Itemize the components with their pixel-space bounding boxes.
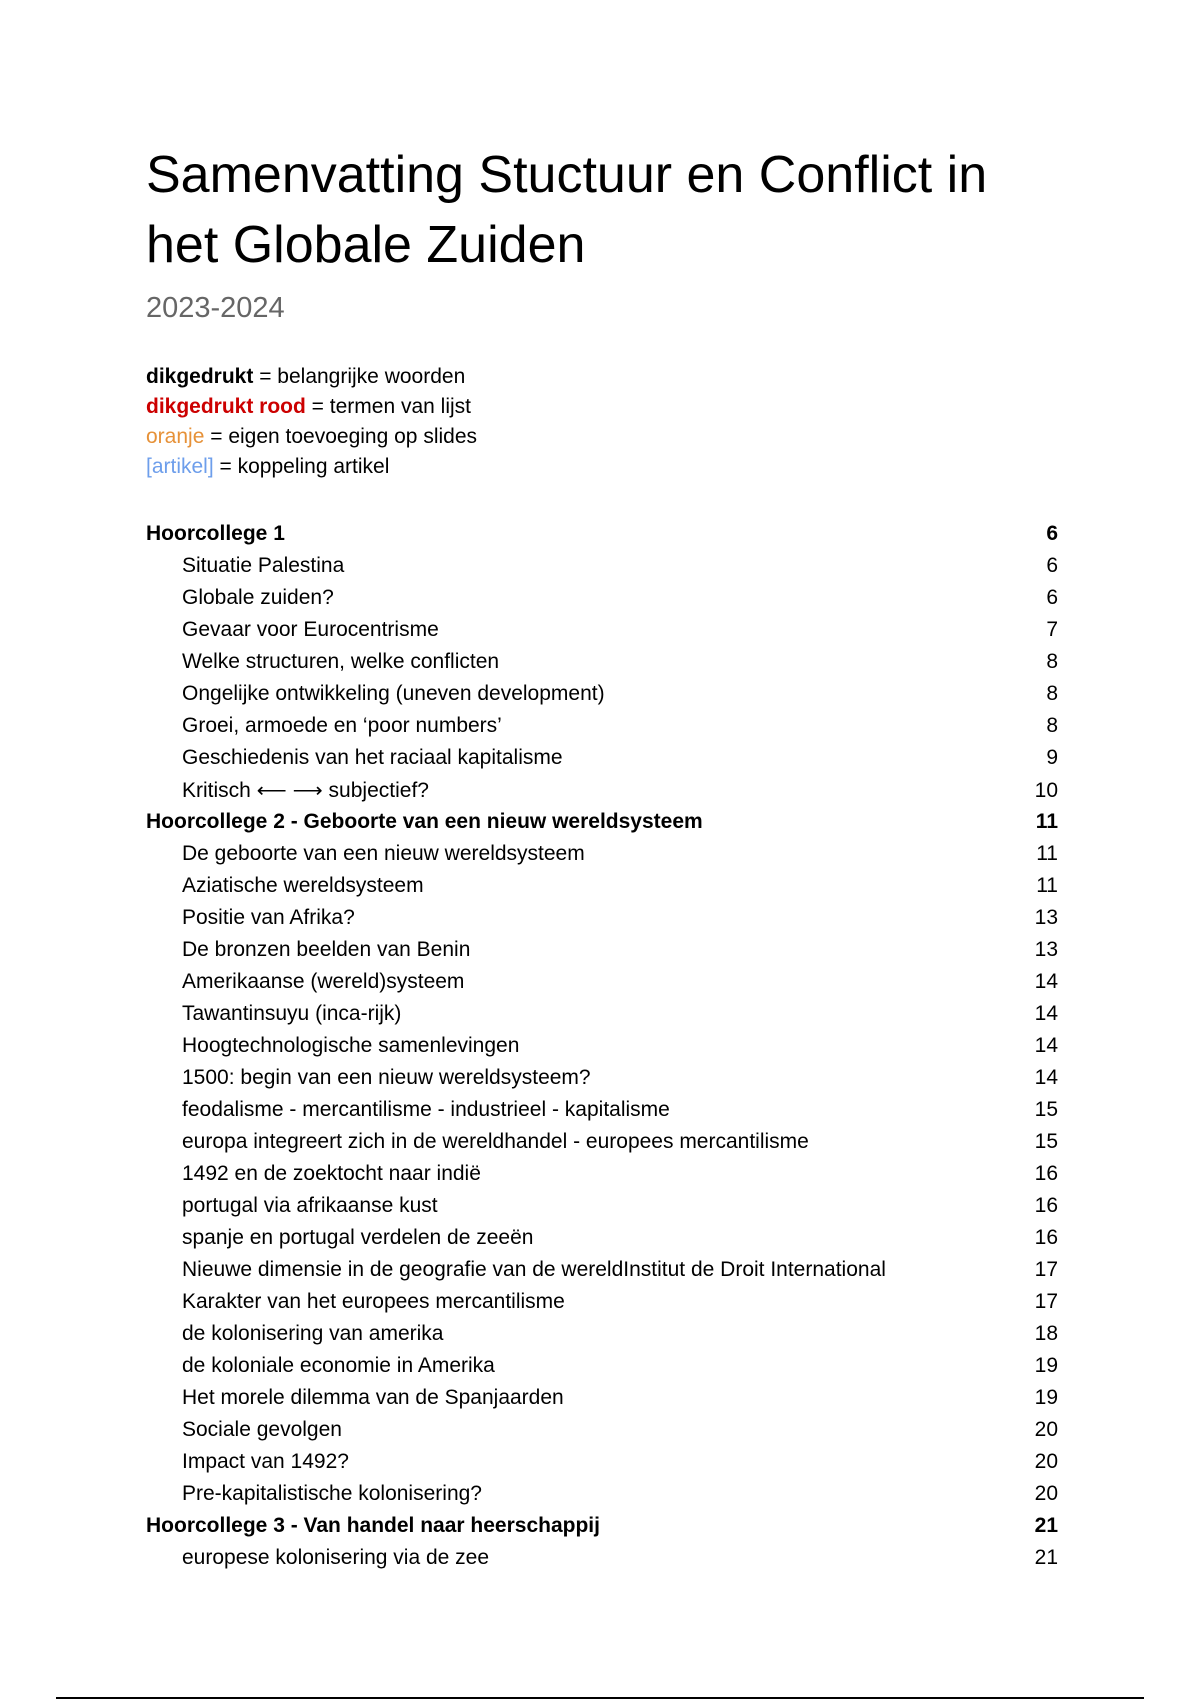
toc-entry[interactable]	[146, 1130, 1058, 1162]
toc-entry-label: De bronzen beelden van Benin	[182, 938, 471, 961]
toc-page-number: 6	[1046, 586, 1058, 609]
toc-page-number: 8	[1046, 714, 1058, 737]
toc-entry-label: Hoogtechnologische samenlevingen	[182, 1034, 520, 1057]
toc-entry[interactable]	[146, 906, 1058, 938]
toc-entry-label: spanje en portugal verdelen de zeeën	[182, 1226, 534, 1249]
toc-page-number: 6	[1046, 522, 1058, 545]
toc-page-number: 10	[1034, 779, 1058, 802]
toc-entry[interactable]	[146, 1002, 1058, 1034]
toc-page-number: 8	[1046, 682, 1058, 705]
toc-entry-label: Impact van 1492?	[182, 1450, 349, 1473]
toc-page-number: 19	[1034, 1354, 1058, 1377]
document-page	[146, 140, 1058, 1578]
toc-entry-label: Het morele dilemma van de Spanjaarden	[182, 1386, 564, 1409]
toc-page-number: 13	[1034, 938, 1058, 961]
toc-entry[interactable]	[146, 1386, 1058, 1418]
legend-term: oranje	[146, 425, 205, 448]
toc-page-number: 14	[1034, 1002, 1058, 1025]
toc-entry-label: europese kolonisering via de zee	[182, 1546, 490, 1569]
toc-page-number: 19	[1034, 1386, 1058, 1409]
toc-page-number: 7	[1046, 618, 1058, 641]
toc-entry-label: Nieuwe dimensie in de geografie van de wereldInstitut de Droit International	[182, 1258, 886, 1281]
toc-entry-label: Tawantinsuyu (inca-rijk)	[182, 1002, 402, 1025]
legend-item-article	[146, 452, 1058, 482]
toc-page-number: 14	[1034, 970, 1058, 993]
toc-entry-label: Gevaar voor Eurocentrisme	[182, 618, 439, 641]
toc-page-number: 8	[1046, 650, 1058, 673]
toc-entry[interactable]	[146, 650, 1058, 682]
document-title	[146, 140, 1058, 280]
toc-entry-label: europa integreert zich in de wereldhandel - europees mercantilisme	[182, 1130, 809, 1153]
toc-entry-label: de koloniale economie in Amerika	[182, 1354, 495, 1377]
title-line-1: Samenvatting Stuctuur en Conflict in	[146, 146, 988, 204]
toc-entry-label: Karakter van het europees mercantilisme	[182, 1290, 565, 1313]
toc-entry[interactable]	[146, 1290, 1058, 1322]
toc-page-number: 17	[1034, 1258, 1058, 1281]
toc-page-number: 11	[1035, 810, 1058, 833]
toc-page-number: 9	[1046, 746, 1058, 769]
toc-entry[interactable]	[146, 1194, 1058, 1226]
toc-heading-entry[interactable]	[146, 1514, 1058, 1546]
toc-page-number: 21	[1034, 1514, 1058, 1537]
toc-entry-label: De geboorte van een nieuw wereldsysteem	[182, 842, 585, 865]
toc-entry-label: Amerikaanse (wereld)systeem	[182, 970, 465, 993]
legend-term: dikgedrukt rood	[146, 395, 306, 418]
toc-entry[interactable]	[146, 586, 1058, 618]
toc-entry-label: feodalisme - mercantilisme - industrieel - kapitalisme	[182, 1098, 670, 1121]
toc-entry[interactable]	[146, 1354, 1058, 1386]
toc-entry[interactable]	[146, 874, 1058, 906]
toc-entry-label: Globale zuiden?	[182, 586, 334, 609]
legend-item-bold	[146, 362, 1058, 392]
toc-entry[interactable]	[146, 970, 1058, 1002]
legend-item-bold-red	[146, 392, 1058, 422]
toc-entry[interactable]	[146, 1546, 1058, 1578]
toc-entry-label: Positie van Afrika?	[182, 906, 355, 929]
toc-entry[interactable]	[146, 1226, 1058, 1258]
toc-entry[interactable]	[146, 746, 1058, 778]
toc-entry[interactable]	[146, 618, 1058, 650]
legend-desc: = belangrijke woorden	[253, 365, 466, 388]
toc-page-number: 6	[1046, 554, 1058, 577]
toc-entry[interactable]	[146, 1098, 1058, 1130]
legend-item-orange	[146, 422, 1058, 452]
toc-entry-label: 1492 en de zoektocht naar indië	[182, 1162, 481, 1185]
document-subtitle: 2023-2024	[146, 292, 285, 324]
toc-entry-label: Aziatische wereldsysteem	[182, 874, 424, 897]
toc-page-number: 20	[1034, 1482, 1058, 1505]
toc-page-number: 13	[1034, 906, 1058, 929]
toc-entry-label: Ongelijke ontwikkeling (uneven development)	[182, 682, 605, 705]
toc-entry-label: de kolonisering van amerika	[182, 1322, 444, 1345]
toc-entry-label: Situatie Palestina	[182, 554, 345, 577]
toc-entry-label: portugal via afrikaanse kust	[182, 1194, 438, 1217]
toc-entry-label: Kritisch ⟵ ⟶ subjectief?	[182, 779, 429, 802]
toc-entry[interactable]	[146, 1482, 1058, 1514]
legend-desc: = koppeling artikel	[213, 455, 390, 478]
toc-entry[interactable]	[146, 1450, 1058, 1482]
toc-entry-label: 1500: begin van een nieuw wereldsysteem?	[182, 1066, 591, 1089]
formatting-legend	[146, 362, 1058, 482]
toc-entry[interactable]	[146, 682, 1058, 714]
toc-entry-label: Hoorcollege 3 - Van handel naar heerschappij	[146, 1514, 600, 1537]
toc-entry[interactable]	[146, 714, 1058, 746]
toc-page-number: 21	[1034, 1546, 1058, 1569]
toc-page-number: 17	[1034, 1290, 1058, 1313]
toc-entry[interactable]	[146, 842, 1058, 874]
legend-desc: = eigen toevoeging op slides	[204, 425, 478, 448]
legend-term: [artikel]	[146, 455, 214, 478]
toc-entry[interactable]	[146, 1418, 1058, 1450]
toc-page-number: 20	[1034, 1418, 1058, 1441]
toc-entry[interactable]	[146, 1162, 1058, 1194]
toc-heading-entry[interactable]	[146, 522, 1058, 554]
toc-entry-label: Hoorcollege 2 - Geboorte van een nieuw wereldsysteem	[146, 810, 703, 833]
toc-entry-label: Pre-kapitalistische kolonisering?	[182, 1482, 482, 1505]
legend-desc: = termen van lijst	[305, 395, 471, 418]
toc-page-number: 16	[1034, 1226, 1058, 1249]
toc-page-number: 16	[1034, 1162, 1058, 1185]
toc-entry-label: Sociale gevolgen	[182, 1418, 342, 1441]
toc-page-number: 20	[1034, 1450, 1058, 1473]
legend-term: dikgedrukt	[146, 365, 254, 388]
toc-entry-label: Welke structuren, welke conflicten	[182, 650, 500, 673]
toc-entry[interactable]	[146, 554, 1058, 586]
toc-entry-label: Groei, armoede en ‘poor numbers’	[182, 714, 502, 737]
toc-entry[interactable]	[146, 1034, 1058, 1066]
toc-page-number: 15	[1034, 1098, 1058, 1121]
toc-entry-label: Hoorcollege 1	[146, 522, 285, 545]
toc-page-number: 14	[1034, 1034, 1058, 1057]
toc-heading-entry[interactable]	[146, 810, 1058, 842]
toc-entry[interactable]	[146, 1066, 1058, 1098]
toc-entry[interactable]	[146, 938, 1058, 970]
toc-entry-label: Geschiedenis van het raciaal kapitalisme	[182, 746, 563, 769]
table-of-contents	[146, 522, 1058, 1578]
toc-page-number: 11	[1036, 842, 1058, 865]
page-divider	[56, 1697, 1144, 1699]
toc-page-number: 15	[1034, 1130, 1058, 1153]
title-line-2: het Globale Zuiden	[146, 216, 586, 274]
toc-entry[interactable]	[146, 778, 1058, 810]
toc-page-number: 18	[1034, 1322, 1058, 1345]
toc-page-number: 16	[1034, 1194, 1058, 1217]
toc-entry[interactable]	[146, 1322, 1058, 1354]
toc-page-number: 14	[1034, 1066, 1058, 1089]
toc-page-number: 11	[1036, 874, 1058, 897]
toc-entry[interactable]	[146, 1258, 1058, 1290]
